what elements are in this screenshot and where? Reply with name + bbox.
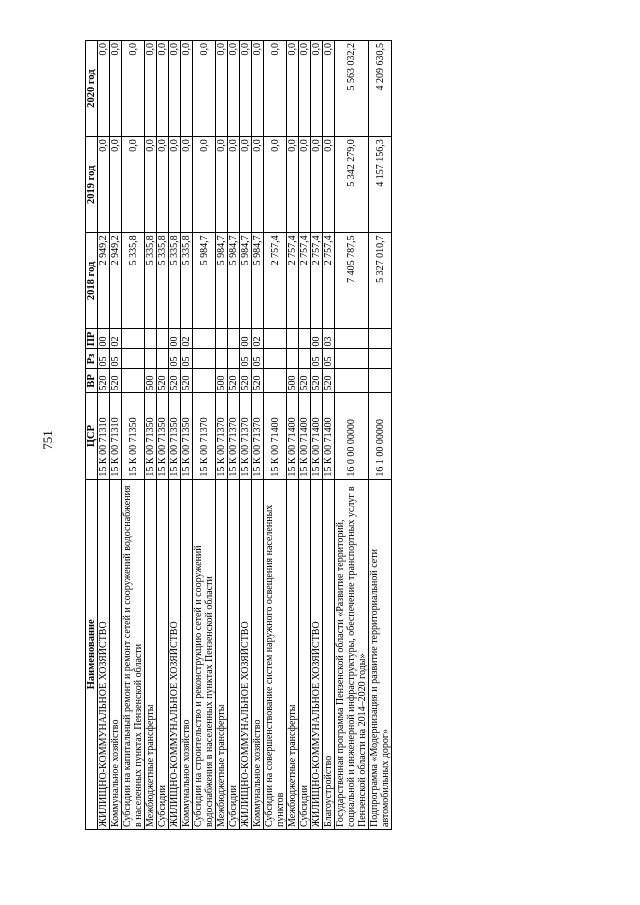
header-rz: Рз (86, 349, 98, 369)
cell-2019: 5 342 279,0 (335, 137, 369, 233)
table-row (181, 41, 193, 830)
table-row (264, 41, 287, 830)
table-row (323, 41, 335, 830)
cell-rz (287, 349, 299, 369)
cell-2019: 0,0 (264, 137, 287, 233)
cell-2018: 5 335,8 (169, 233, 181, 329)
table-header-row (86, 41, 98, 830)
cell-rz: 05 (169, 349, 181, 369)
cell-2018: 2 757,4 (323, 233, 335, 329)
cell-vr (193, 369, 216, 393)
cell-rz: 05 (311, 349, 323, 369)
cell-pr: 00 (169, 329, 181, 349)
cell-2019: 0,0 (287, 137, 299, 233)
cell-vr: 520 (228, 369, 240, 393)
header-2020: 2020 год (86, 41, 98, 137)
cell-vr (335, 369, 369, 393)
cell-vr: 520 (323, 369, 335, 393)
cell-name: ЖИЛИЩНО-КОММУНАЛЬНОЕ ХОЗЯЙСТВО (240, 479, 252, 829)
cell-pr (264, 329, 287, 349)
cell-name: Межбюджетные трансферты (216, 479, 228, 829)
cell-2019: 0,0 (193, 137, 216, 233)
cell-rz (145, 349, 157, 369)
cell-2019: 0,0 (299, 137, 311, 233)
cell-csr: 15 К 00 71370 (240, 393, 252, 479)
cell-pr (369, 329, 392, 349)
table-row (122, 41, 145, 830)
cell-name: Благоустройство (323, 479, 335, 829)
cell-name: Коммунальное хозяйство (252, 479, 264, 829)
cell-csr: 15 К 00 71310 (98, 393, 110, 479)
table-row (311, 41, 323, 830)
cell-2020: 5 563 032,2 (335, 41, 369, 137)
cell-2020: 0,0 (110, 41, 122, 137)
cell-2019: 0,0 (110, 137, 122, 233)
header-pr: ПР (86, 329, 98, 349)
cell-2018: 5 984,7 (252, 233, 264, 329)
cell-rz (193, 349, 216, 369)
cell-name: Коммунальное хозяйство (181, 479, 193, 829)
cell-2018: 2 949,2 (110, 233, 122, 329)
cell-2020: 0,0 (122, 41, 145, 137)
cell-csr: 15 К 00 71370 (252, 393, 264, 479)
table-row (110, 41, 122, 830)
cell-rz: 05 (240, 349, 252, 369)
cell-csr: 15 К 00 71400 (311, 393, 323, 479)
cell-name: ЖИЛИЩНО-КОММУНАЛЬНОЕ ХОЗЯЙСТВО (169, 479, 181, 829)
cell-2020: 0,0 (252, 41, 264, 137)
header-csr: ЦСР (86, 393, 98, 479)
cell-vr: 520 (252, 369, 264, 393)
cell-2020: 0,0 (145, 41, 157, 137)
cell-2019: 0,0 (169, 137, 181, 233)
cell-2018: 5 335,8 (145, 233, 157, 329)
cell-rz: 05 (252, 349, 264, 369)
cell-pr (335, 329, 369, 349)
cell-vr: 500 (145, 369, 157, 393)
cell-2018: 5 984,7 (216, 233, 228, 329)
cell-2020: 0,0 (264, 41, 287, 137)
cell-2019: 0,0 (145, 137, 157, 233)
cell-2018: 5 984,7 (193, 233, 216, 329)
cell-name: Государственная программа Пензенской области «Развитие территорий, социальной и инженерной инфраструктуры, обеспечение транспортных услуг в Пензенской области на 2014–2020 годы» (335, 479, 369, 829)
cell-2020: 0,0 (157, 41, 169, 137)
table-row (335, 41, 369, 830)
cell-name: Межбюджетные трансферты (287, 479, 299, 829)
cell-2020: 0,0 (299, 41, 311, 137)
cell-rz (264, 349, 287, 369)
cell-2020: 0,0 (98, 41, 110, 137)
cell-2018: 5 984,7 (228, 233, 240, 329)
budget-table-frame (85, 40, 515, 830)
table-row (216, 41, 228, 830)
header-vr: ВР (86, 369, 98, 393)
cell-rz (228, 349, 240, 369)
cell-rz (157, 349, 169, 369)
cell-name: Субсидии (299, 479, 311, 829)
cell-csr: 15 К 00 71350 (122, 393, 145, 479)
cell-2019: 0,0 (181, 137, 193, 233)
cell-2020: 0,0 (240, 41, 252, 137)
cell-2018: 2 757,4 (299, 233, 311, 329)
cell-2018: 7 405 787,5 (335, 233, 369, 329)
cell-csr: 16 0 00 00000 (335, 393, 369, 479)
header-name: Наименование (86, 479, 98, 829)
cell-name: Субсидии на капитальный ремонт и ремонт сетей и сооружений водоснабжения в населенных пунктах Пензенской области (122, 479, 145, 829)
cell-csr: 15 К 00 71370 (216, 393, 228, 479)
cell-2020: 4 209 630,5 (369, 41, 392, 137)
cell-pr: 00 (240, 329, 252, 349)
table-row (299, 41, 311, 830)
table-row (252, 41, 264, 830)
cell-2019: 0,0 (98, 137, 110, 233)
cell-name: Субсидии на совершенствование систем наружного освещения населенных пунктов (264, 479, 287, 829)
cell-name: Субсидии (228, 479, 240, 829)
header-2019: 2019 год (86, 137, 98, 233)
page-number: 751 (40, 430, 55, 450)
cell-rz (335, 349, 369, 369)
cell-vr (122, 369, 145, 393)
table-row (145, 41, 157, 830)
table-row (228, 41, 240, 830)
cell-2020: 0,0 (216, 41, 228, 137)
cell-pr (193, 329, 216, 349)
cell-vr (264, 369, 287, 393)
cell-pr: 00 (98, 329, 110, 349)
cell-vr: 520 (299, 369, 311, 393)
cell-2018: 2 757,4 (311, 233, 323, 329)
cell-2019: 0,0 (122, 137, 145, 233)
cell-rz: 05 (110, 349, 122, 369)
cell-rz: 05 (181, 349, 193, 369)
cell-2018: 2 757,4 (264, 233, 287, 329)
cell-2018: 5 335,8 (181, 233, 193, 329)
cell-name: Коммунальное хозяйство (110, 479, 122, 829)
cell-2018: 5 335,8 (157, 233, 169, 329)
table-row (287, 41, 299, 830)
cell-2019: 0,0 (240, 137, 252, 233)
cell-2019: 0,0 (157, 137, 169, 233)
cell-2020: 0,0 (287, 41, 299, 137)
cell-2019: 0,0 (252, 137, 264, 233)
cell-vr: 520 (311, 369, 323, 393)
cell-rz (369, 349, 392, 369)
cell-2019: 0,0 (216, 137, 228, 233)
table-row (157, 41, 169, 830)
cell-rz (216, 349, 228, 369)
cell-csr: 16 1 00 00000 (369, 393, 392, 479)
cell-vr: 520 (169, 369, 181, 393)
cell-name: ЖИЛИЩНО-КОММУНАЛЬНОЕ ХОЗЯЙСТВО (98, 479, 110, 829)
cell-pr: 00 (311, 329, 323, 349)
cell-name: Субсидии (157, 479, 169, 829)
cell-csr: 15 К 00 71400 (264, 393, 287, 479)
cell-2020: 0,0 (311, 41, 323, 137)
cell-2018: 5 335,8 (122, 233, 145, 329)
cell-csr: 15 К 00 71350 (145, 393, 157, 479)
table-row (240, 41, 252, 830)
cell-name: Подпрограмма «Модернизация и развитие территориальной сети автомобильных дорог» (369, 479, 392, 829)
cell-2019: 4 157 156,3 (369, 137, 392, 233)
cell-name: Субсидии на строительство и реконструкцию сетей и сооружений водоснабжения в населенных пунктах Пензенской области (193, 479, 216, 829)
header-2018: 2018 год (86, 233, 98, 329)
cell-rz: 05 (323, 349, 335, 369)
cell-csr: 15 К 00 71400 (287, 393, 299, 479)
cell-pr: 02 (252, 329, 264, 349)
table-row (98, 41, 110, 830)
cell-rz (122, 349, 145, 369)
cell-pr (122, 329, 145, 349)
cell-csr: 15 К 00 71310 (110, 393, 122, 479)
cell-csr: 15 К 00 71400 (299, 393, 311, 479)
cell-2018: 5 984,7 (240, 233, 252, 329)
table-row (369, 41, 392, 830)
cell-csr: 15 К 00 71350 (181, 393, 193, 479)
cell-pr: 02 (110, 329, 122, 349)
cell-vr: 500 (287, 369, 299, 393)
cell-vr: 500 (216, 369, 228, 393)
cell-pr (216, 329, 228, 349)
cell-2019: 0,0 (311, 137, 323, 233)
cell-vr: 520 (181, 369, 193, 393)
budget-table (85, 40, 392, 830)
cell-name: Межбюджетные трансферты (145, 479, 157, 829)
cell-vr (369, 369, 392, 393)
cell-2019: 0,0 (228, 137, 240, 233)
cell-csr: 15 К 00 71350 (169, 393, 181, 479)
cell-rz (299, 349, 311, 369)
cell-pr (157, 329, 169, 349)
cell-pr (228, 329, 240, 349)
cell-csr: 15 К 00 71370 (193, 393, 216, 479)
cell-csr: 15 К 00 71400 (323, 393, 335, 479)
cell-2020: 0,0 (169, 41, 181, 137)
table-row (169, 41, 181, 830)
cell-csr: 15 К 00 71350 (157, 393, 169, 479)
cell-vr: 520 (157, 369, 169, 393)
cell-pr (145, 329, 157, 349)
cell-rz: 05 (98, 349, 110, 369)
cell-2018: 5 327 010,7 (369, 233, 392, 329)
cell-pr (299, 329, 311, 349)
cell-2018: 2 757,4 (287, 233, 299, 329)
cell-pr (287, 329, 299, 349)
cell-2018: 2 949,2 (98, 233, 110, 329)
cell-2020: 0,0 (181, 41, 193, 137)
cell-vr: 520 (240, 369, 252, 393)
cell-csr: 15 К 00 71370 (228, 393, 240, 479)
cell-2020: 0,0 (193, 41, 216, 137)
cell-pr: 03 (323, 329, 335, 349)
table-row (193, 41, 216, 830)
cell-name: ЖИЛИЩНО-КОММУНАЛЬНОЕ ХОЗЯЙСТВО (311, 479, 323, 829)
cell-pr: 02 (181, 329, 193, 349)
cell-2020: 0,0 (323, 41, 335, 137)
cell-vr: 520 (110, 369, 122, 393)
cell-2019: 0,0 (323, 137, 335, 233)
cell-2020: 0,0 (228, 41, 240, 137)
cell-vr: 520 (98, 369, 110, 393)
